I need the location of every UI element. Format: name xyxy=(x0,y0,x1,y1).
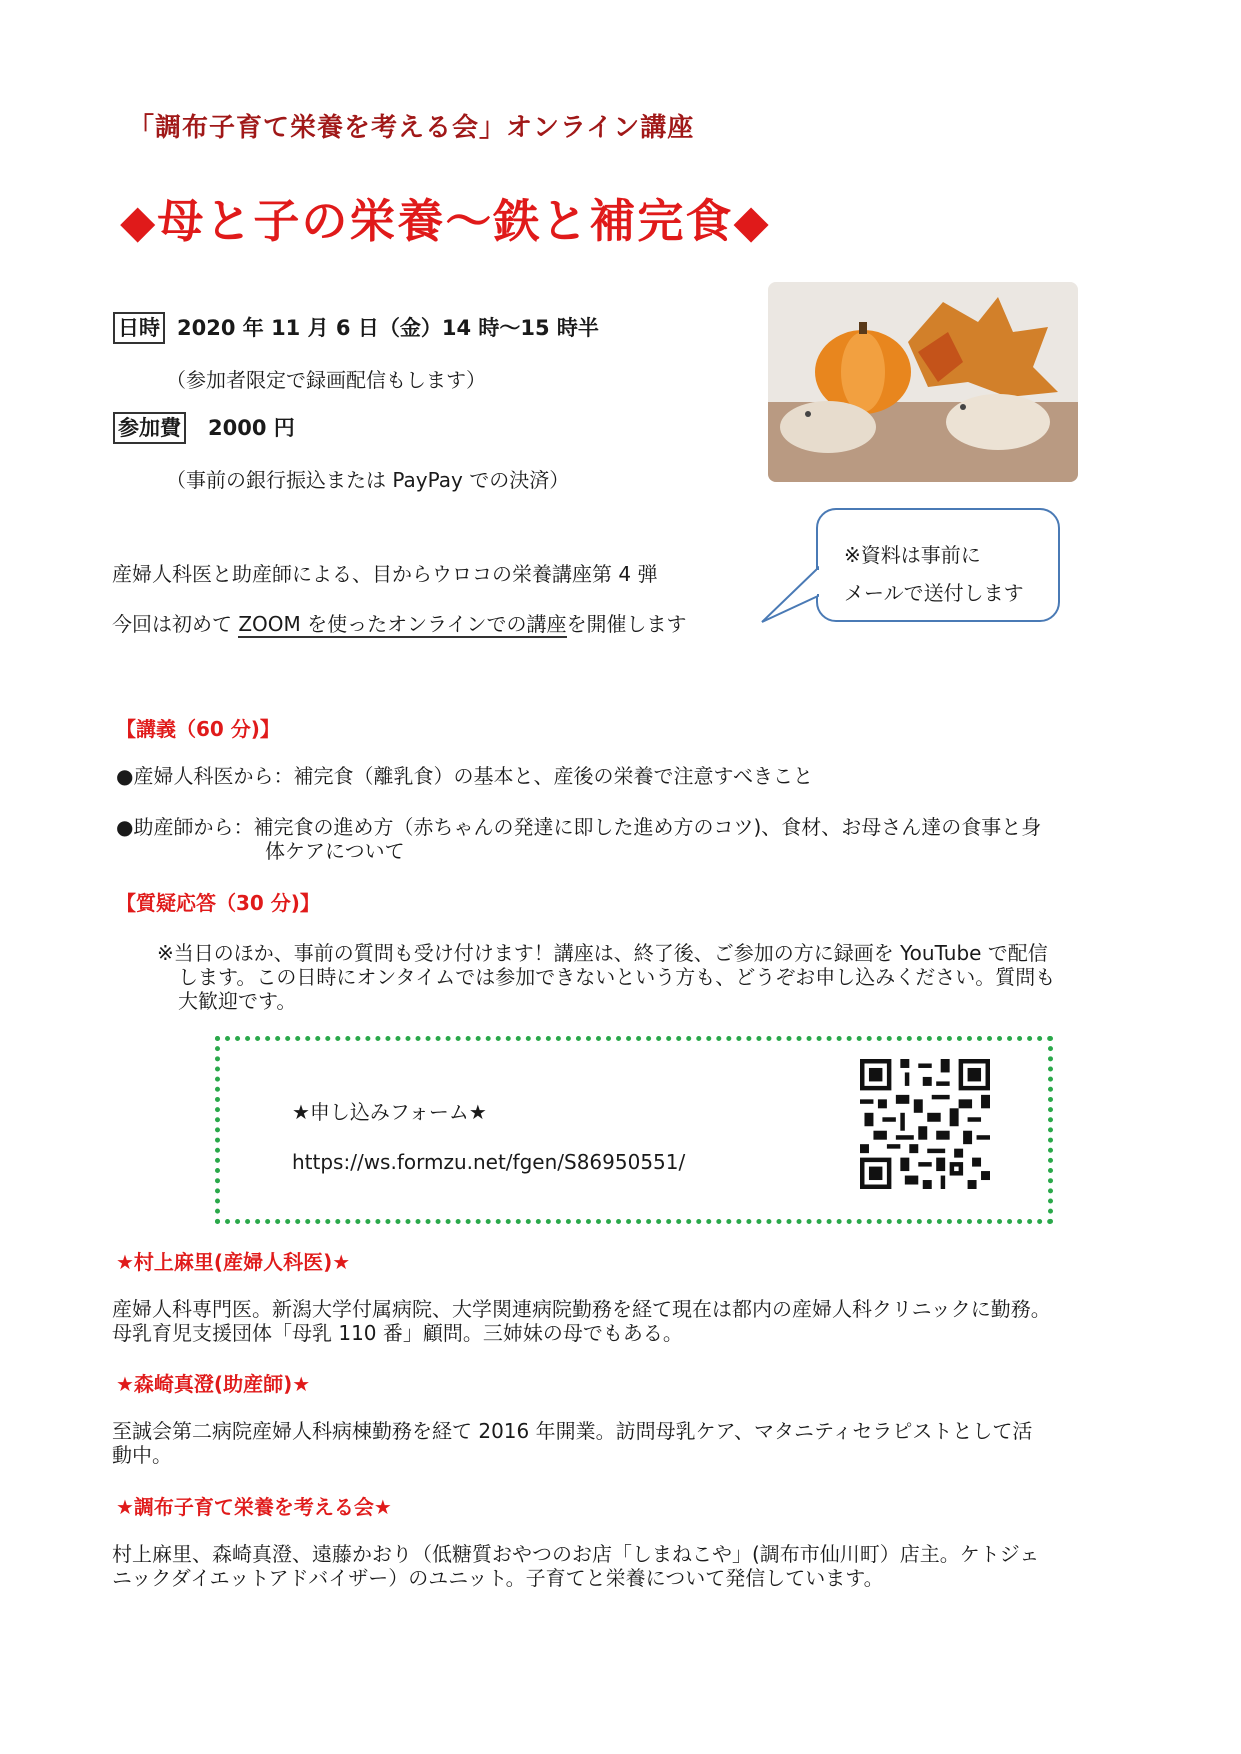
date-label: 日時 xyxy=(113,312,165,344)
callout-tail xyxy=(760,566,830,626)
speaker-1-heading: ★村上麻里(産婦人科医)★ xyxy=(116,1250,351,1274)
series-title: 「調布子育て栄養を考える会」オンライン講座 xyxy=(128,113,695,143)
callout-line-2: メールで送付します xyxy=(844,581,1024,605)
date-row xyxy=(113,312,599,344)
lecture-heading: 【講義（60 分)】 xyxy=(116,717,280,741)
lecture-item-1: ●産婦人科医から：補完食（離乳食）の基本と、産後の栄養で注意すべきこと xyxy=(116,764,814,788)
lecture-item-2-line-1: ●助産師から：補完食の進め方（赤ちゃんの発達に即した進め方のコツ)、食材、お母さん達の食事と身 xyxy=(116,815,1042,839)
autumn-photo xyxy=(768,282,1078,482)
form-heading: ★申し込みフォーム★ xyxy=(292,1100,487,1124)
fee-row xyxy=(113,412,295,444)
qr-code-icon[interactable] xyxy=(860,1059,990,1189)
intro-line-2-pre: 今回は初めて xyxy=(112,612,239,636)
application-form-box xyxy=(215,1036,1053,1224)
intro-zoom-underlined: ZOOM を使ったオンラインでの講座 xyxy=(238,612,567,636)
intro-line-1: 産婦人科医と助産師による、目からウロコの栄養講座第 4 弾 xyxy=(112,562,658,586)
callout-bubble xyxy=(816,508,1060,622)
page-title: ◆母と子の栄養～鉄と補完食◆ xyxy=(120,194,771,248)
speaker-1-line-1: 産婦人科専門医。新潟大学付属病院、大学関連病院勤務を経て現在は都内の産婦人科クリニックに勤務。 xyxy=(112,1297,1051,1321)
qa-line-3: 大歓迎です。 xyxy=(178,989,297,1013)
speaker-1-line-2: 母乳育児支援団体「母乳 110 番」顧問。三姉妹の母でもある。 xyxy=(112,1321,683,1345)
lecture-item-2-line-2: 体ケアについて xyxy=(265,839,405,863)
group-line-2: ニックダイエットアドバイザー）のユニット。子育てと栄養について発信しています。 xyxy=(112,1566,884,1590)
form-url[interactable]: https://ws.formzu.net/fgen/S86950551/ xyxy=(292,1150,686,1174)
date-note: （参加者限定で録画配信もします） xyxy=(166,368,486,392)
qa-line-2: します。この日時にオンタイムでは参加できないという方も、どうぞお申し込みください。質問も xyxy=(178,965,1056,989)
qa-line-1: ※当日のほか、事前の質問も受け付けます！講座は、終了後、ご参加の方に録画を YouTube で配信 xyxy=(157,941,1048,965)
group-heading: ★調布子育て栄養を考える会★ xyxy=(116,1495,392,1519)
intro-line-2-post: を開催します xyxy=(566,612,687,636)
speaker-2-line-1: 至誠会第二病院産婦人科病棟勤務を経て 2016 年開業。訪問母乳ケア、マタニティセラピストとして活 xyxy=(112,1419,1033,1443)
speaker-2-line-2: 動中。 xyxy=(112,1443,172,1467)
group-line-1: 村上麻里、森崎真澄、遠藤かおり（低糖質おやつのお店「しまねこや」(調布市仙川町）店主。ケトジェ xyxy=(112,1542,1040,1566)
date-value: 2020 年 11 月 6 日（金）14 時～15 時半 xyxy=(177,316,599,340)
callout-line-1: ※資料は事前に xyxy=(844,543,981,567)
fee-value: 2000 円 xyxy=(208,416,295,440)
fee-note: （事前の銀行振込または PayPay での決済） xyxy=(166,468,570,492)
intro-line-2 xyxy=(112,609,687,639)
qa-heading: 【質疑応答（30 分)】 xyxy=(116,891,320,915)
speaker-2-heading: ★森崎真澄(助産師)★ xyxy=(116,1372,311,1396)
fee-label: 参加費 xyxy=(113,412,186,444)
